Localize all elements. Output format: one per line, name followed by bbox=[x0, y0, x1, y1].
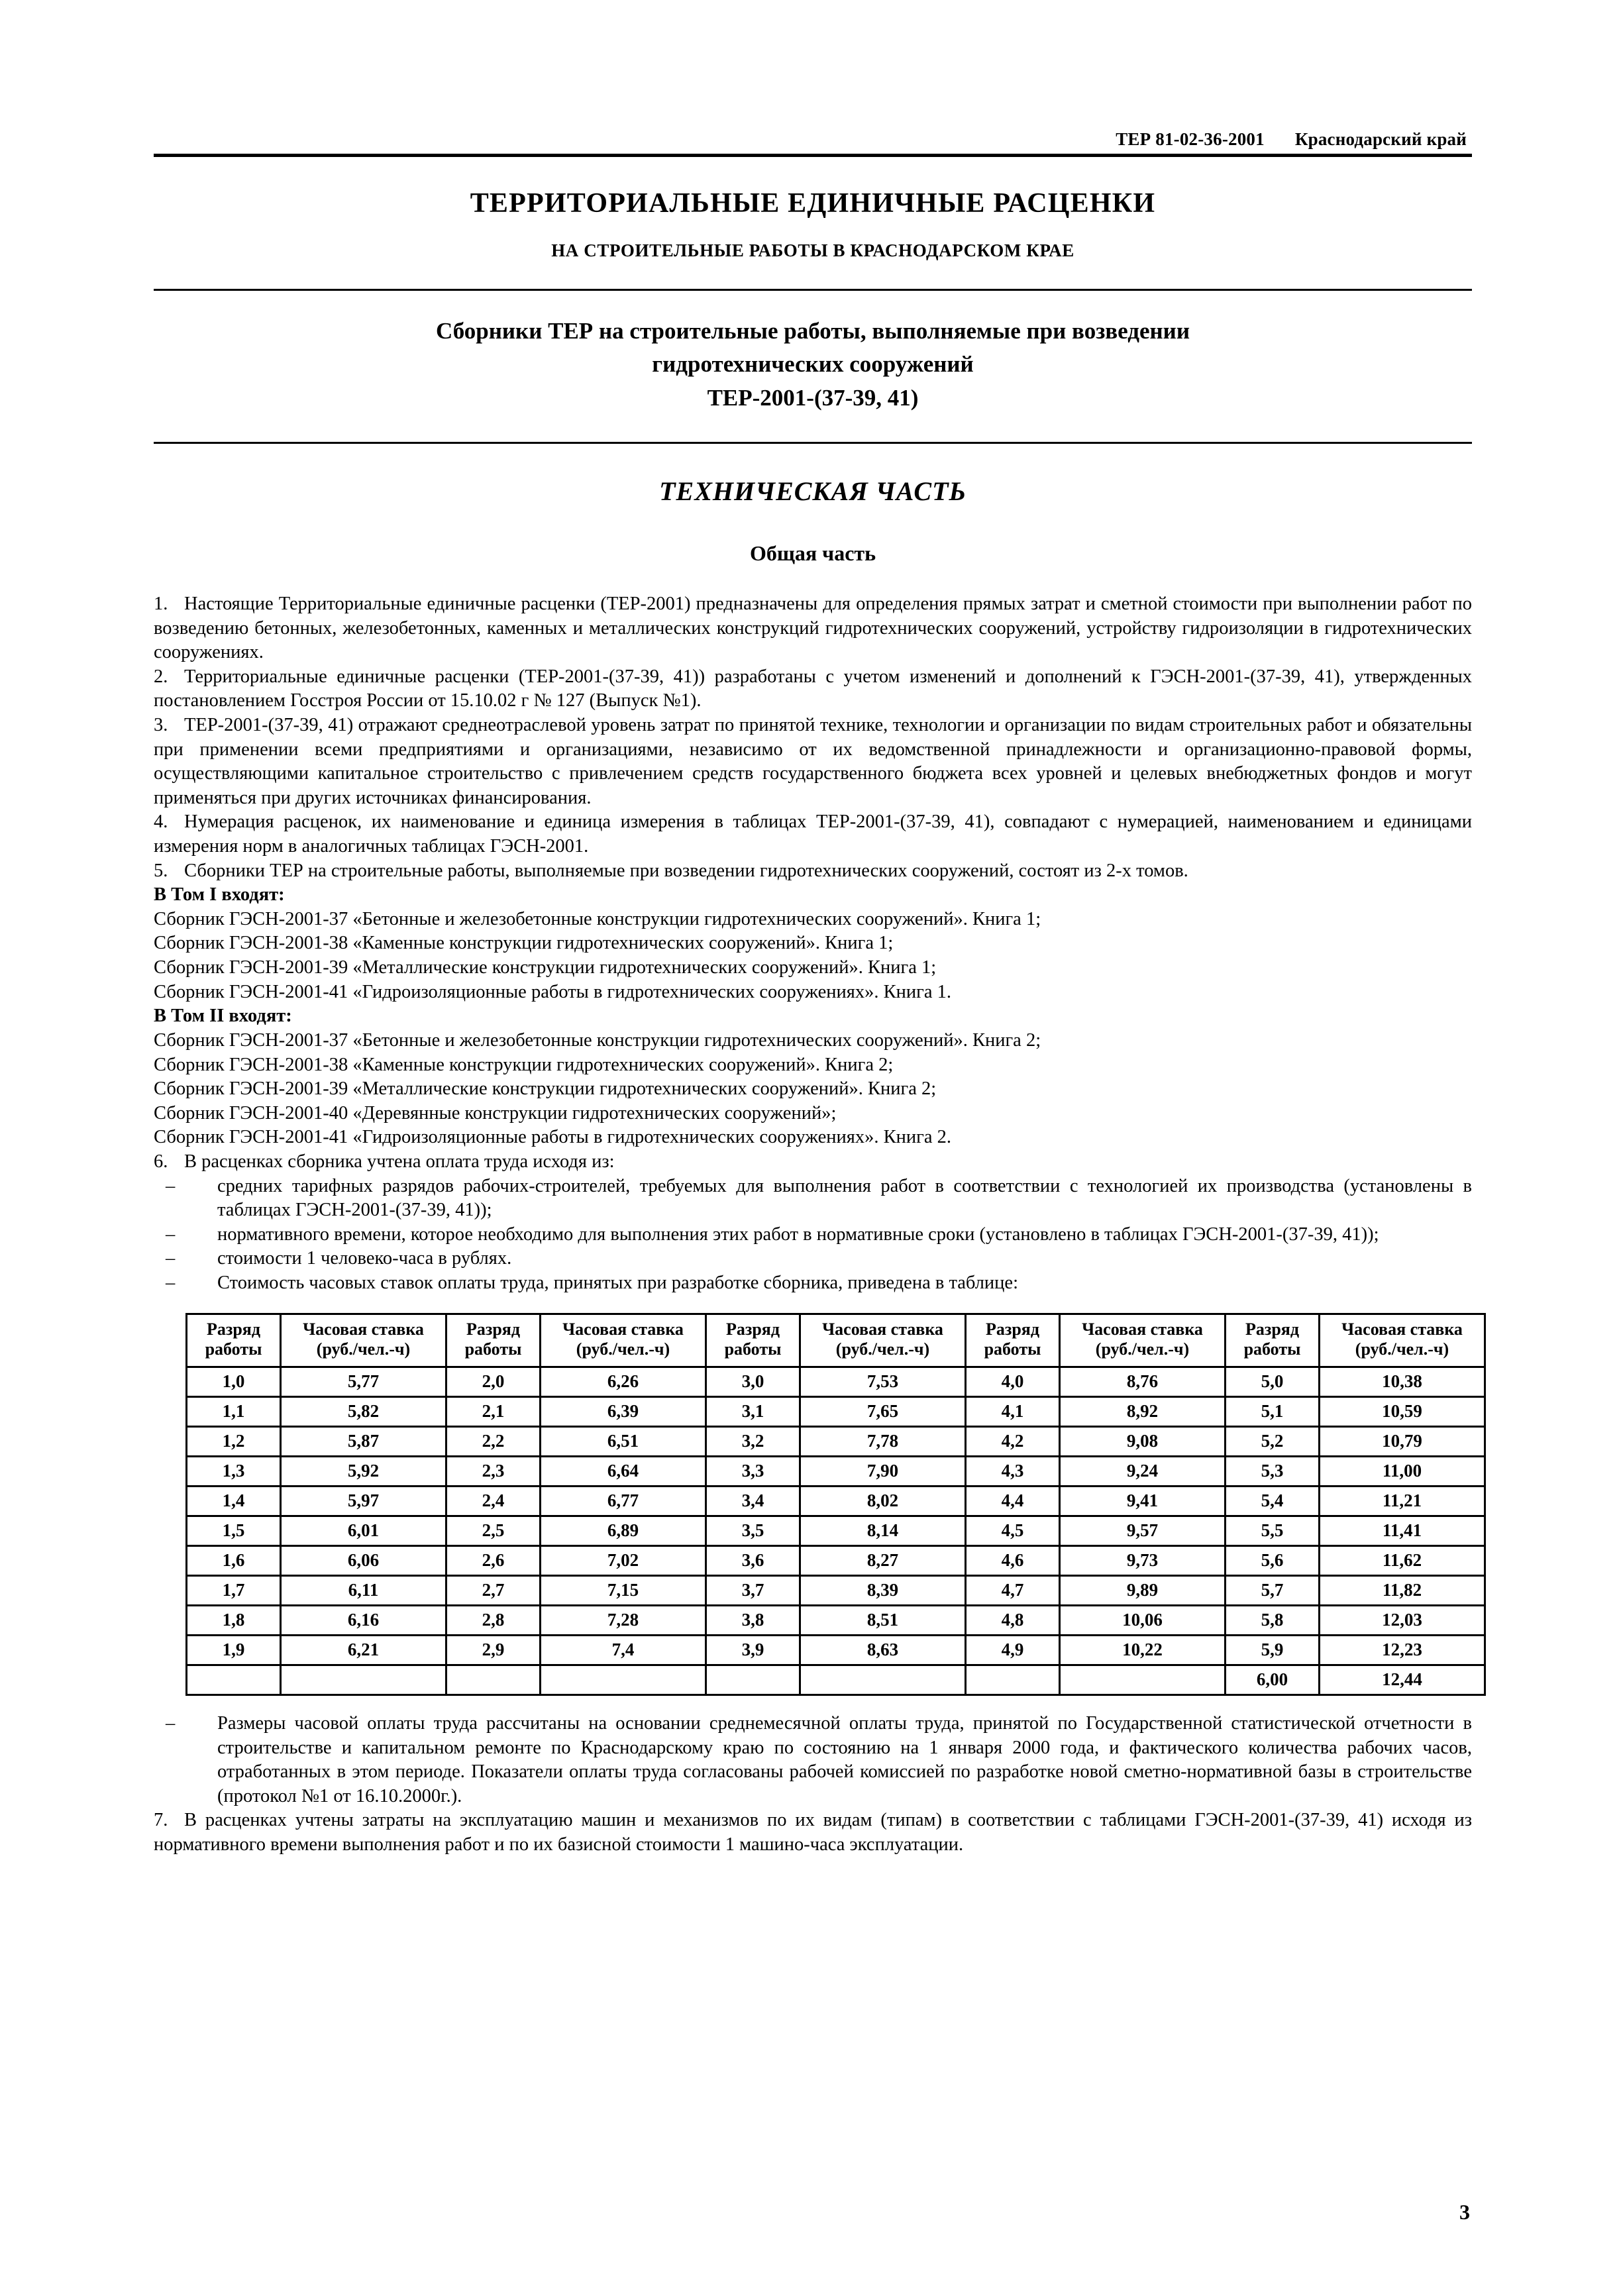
cell-grade: 2,1 bbox=[446, 1396, 541, 1426]
cell-grade bbox=[966, 1665, 1060, 1695]
cell-grade: 2,6 bbox=[446, 1545, 541, 1575]
cell-grade: 5,7 bbox=[1226, 1575, 1320, 1605]
column-header-line1: Разряд bbox=[725, 1319, 780, 1339]
paragraph-3-number: 3. bbox=[154, 714, 168, 735]
volume-2-item-5: Сборник ГЭСН-2001-41 «Гидроизоляционные работы в гидротехнических сооружениях». Книга 2. bbox=[154, 1127, 951, 1148]
column-header-line2: (руб./чел.-ч) bbox=[1095, 1339, 1190, 1359]
cell-rate: 9,57 bbox=[1060, 1516, 1226, 1545]
column-header-line2: работы bbox=[464, 1339, 522, 1359]
cell-grade: 4,5 bbox=[966, 1516, 1060, 1545]
cell-grade: 3,0 bbox=[706, 1367, 800, 1396]
column-header-line1: Часовая ставка bbox=[822, 1319, 943, 1339]
cell-grade: 1,0 bbox=[187, 1367, 281, 1396]
dash-marker: – bbox=[166, 1248, 176, 1269]
cell-rate: 6,51 bbox=[541, 1426, 706, 1456]
title-divider-lower bbox=[154, 442, 1472, 444]
volume-1-item-2: Сборник ГЭСН-2001-38 «Каменные конструкции гидротехнических сооружений». Книга 1; bbox=[154, 933, 894, 954]
paragraph-2-number: 2. bbox=[154, 666, 168, 687]
cell-grade: 1,5 bbox=[187, 1516, 281, 1545]
cell-rate bbox=[281, 1665, 446, 1695]
collection-title bbox=[154, 315, 1472, 415]
cell-rate bbox=[1060, 1665, 1226, 1695]
cell-rate: 8,14 bbox=[800, 1516, 966, 1545]
collection-title-line1: Сборники ТЕР на строительные работы, выполняемые при возведении bbox=[436, 317, 1190, 344]
volume-1-item-4: Сборник ГЭСН-2001-41 «Гидроизоляционные работы в гидротехнических сооружениях». Книга 1. bbox=[154, 981, 951, 1002]
dash-marker: – bbox=[166, 1273, 176, 1293]
paragraph-4-text: Нумерация расценок, их наименование и единица измерения в таблицах ТЕР-2001-(37-39, 41), совпадают с нумерацией, наименованием и единицами измерения норм в аналогичных таблицах ГЭСН-2001. bbox=[154, 811, 1472, 857]
table-row bbox=[187, 1456, 1485, 1486]
cell-grade: 5,4 bbox=[1226, 1486, 1320, 1516]
paragraph-5-text: Сборники ТЕР на строительные работы, выполняемые при возведении гидротехнических сооружений, состоят из 2-х томов. bbox=[184, 860, 1188, 881]
cell-rate: 9,41 bbox=[1060, 1486, 1226, 1516]
cell-grade: 5,1 bbox=[1226, 1396, 1320, 1426]
cell-grade: 5,8 bbox=[1226, 1605, 1320, 1635]
volume-2-item-3: Сборник ГЭСН-2001-39 «Металлические конструкции гидротехнических сооружений». Книга 2; bbox=[154, 1078, 937, 1100]
paragraph-1 bbox=[154, 592, 1472, 665]
column-header-line2: работы bbox=[984, 1339, 1041, 1359]
cell-rate bbox=[541, 1665, 706, 1695]
table-row bbox=[187, 1486, 1485, 1516]
cell-grade bbox=[446, 1665, 541, 1695]
cell-grade: 1,1 bbox=[187, 1396, 281, 1426]
paragraph-6-bullet-d-text: Стоимость часовых ставок оплаты труда, принятых при разработке сборника, приведена в таблице: bbox=[217, 1273, 1018, 1293]
title-divider-upper bbox=[154, 289, 1472, 291]
paragraph-6-number: 6. bbox=[154, 1151, 168, 1172]
cell-grade: 4,9 bbox=[966, 1635, 1060, 1665]
page-content bbox=[154, 0, 1472, 1857]
cell-grade: 3,8 bbox=[706, 1605, 800, 1635]
column-header-rate-4 bbox=[1060, 1314, 1226, 1367]
cell-rate: 11,21 bbox=[1320, 1486, 1485, 1516]
cell-rate: 8,39 bbox=[800, 1575, 966, 1605]
cell-rate: 5,82 bbox=[281, 1396, 446, 1426]
paragraph-6-bullet-b bbox=[154, 1223, 1472, 1247]
cell-grade: 4,1 bbox=[966, 1396, 1060, 1426]
column-header-line1: Разряд bbox=[985, 1319, 1039, 1339]
note-after-table-text: Размеры часовой оплаты труда рассчитаны на основании среднемесячной оплаты труда, принятой по Государственной статистической отчетности в строительстве и капитальном ремонте по Краснодарскому краю по состоянию на 1 января 2000 года, и фактического количества рабочих часов, отработанных в этом периоде. Показатели оплаты труда согласованы рабочей комиссией по разработке новой сметно-нормативной базы в строительстве (протокол №1 от 16.10.2000г.). bbox=[217, 1712, 1472, 1806]
column-header-line1: Часовая ставка bbox=[1341, 1319, 1463, 1339]
cell-rate: 5,97 bbox=[281, 1486, 446, 1516]
cell-rate: 7,15 bbox=[541, 1575, 706, 1605]
table-header-row bbox=[187, 1314, 1485, 1367]
volume-2-heading: В Том II входят: bbox=[154, 1006, 292, 1027]
table-row bbox=[187, 1516, 1485, 1545]
paragraph-3-text: ТЕР-2001-(37-39, 41) отражают среднеотраслевой уровень затрат по принятой технике, технологии и организации по видам строительных работ и обязательны при применении всеми предприятиями и организациями, независимо от их ведомственной принадлежности и организационно-правовой формы, осуществляющими капитальное строительство с привлечением средств государственного бюджета всех уровней и целевых внебюджетных фондов и могут применяться при других источниках финансирования. bbox=[154, 714, 1472, 808]
cell-rate: 8,51 bbox=[800, 1605, 966, 1635]
cell-rate: 10,22 bbox=[1060, 1635, 1226, 1665]
cell-rate: 11,62 bbox=[1320, 1545, 1485, 1575]
paragraph-2 bbox=[154, 665, 1472, 713]
cell-grade: 6,00 bbox=[1226, 1665, 1320, 1695]
cell-rate: 8,02 bbox=[800, 1486, 966, 1516]
cell-grade: 5,0 bbox=[1226, 1367, 1320, 1396]
general-part-heading: Общая часть bbox=[749, 541, 876, 565]
volume-2-item-4: Сборник ГЭСН-2001-40 «Деревянные конструкции гидротехнических сооружений»; bbox=[154, 1102, 837, 1123]
cell-grade: 1,4 bbox=[187, 1486, 281, 1516]
column-header-line1: Разряд bbox=[466, 1319, 520, 1339]
cell-grade: 2,0 bbox=[446, 1367, 541, 1396]
cell-rate: 7,65 bbox=[800, 1396, 966, 1426]
cell-rate: 6,21 bbox=[281, 1635, 446, 1665]
column-header-grade-5 bbox=[1226, 1314, 1320, 1367]
cell-rate: 8,63 bbox=[800, 1635, 966, 1665]
cell-rate: 8,27 bbox=[800, 1545, 966, 1575]
paragraph-6-bullet-a bbox=[154, 1174, 1472, 1223]
volume-1-heading: В Том I входят: bbox=[154, 884, 285, 906]
cell-rate bbox=[800, 1665, 966, 1695]
column-header-line1: Разряд bbox=[1245, 1319, 1299, 1339]
cell-grade: 5,2 bbox=[1226, 1426, 1320, 1456]
paragraph-1-text: Настоящие Территориальные единичные расценки (ТЕР-2001) предназначены для определения прямых затрат и сметной стоимости при выполнении работ по возведению бетонных, железобетонных, каменных и металлических конструкций гидротехнических сооружений, устройству гидроизоляции в гидротехнических сооружениях. bbox=[154, 593, 1472, 663]
cell-rate: 9,24 bbox=[1060, 1456, 1226, 1486]
cell-rate: 10,38 bbox=[1320, 1367, 1485, 1396]
paragraph-4 bbox=[154, 810, 1472, 859]
cell-rate: 7,02 bbox=[541, 1545, 706, 1575]
cell-grade: 1,7 bbox=[187, 1575, 281, 1605]
cell-rate: 10,79 bbox=[1320, 1426, 1485, 1456]
cell-rate: 11,41 bbox=[1320, 1516, 1485, 1545]
cell-grade: 4,2 bbox=[966, 1426, 1060, 1456]
collection-code: ТЕР-2001-(37-39, 41) bbox=[707, 385, 919, 411]
cell-grade: 3,2 bbox=[706, 1426, 800, 1456]
cell-rate: 6,89 bbox=[541, 1516, 706, 1545]
volume-2-item-1: Сборник ГЭСН-2001-37 «Бетонные и железобетонные конструкции гидротехнических сооружений». Книга 2; bbox=[154, 1029, 1041, 1051]
table-row bbox=[187, 1545, 1485, 1575]
cell-rate: 11,82 bbox=[1320, 1575, 1485, 1605]
cell-grade: 3,6 bbox=[706, 1545, 800, 1575]
cell-rate: 6,16 bbox=[281, 1605, 446, 1635]
cell-grade: 4,4 bbox=[966, 1486, 1060, 1516]
cell-grade: 5,6 bbox=[1226, 1545, 1320, 1575]
column-header-line2: (руб./чел.-ч) bbox=[576, 1339, 670, 1359]
cell-grade bbox=[706, 1665, 800, 1695]
body-text-after-table bbox=[154, 1712, 1472, 1857]
cell-grade: 3,7 bbox=[706, 1575, 800, 1605]
column-header-line2: (руб./чел.-ч) bbox=[316, 1339, 411, 1359]
cell-rate: 6,11 bbox=[281, 1575, 446, 1605]
document-code: ТЕР 81-02-36-2001 bbox=[1116, 129, 1265, 149]
cell-grade: 3,5 bbox=[706, 1516, 800, 1545]
cell-rate: 8,76 bbox=[1060, 1367, 1226, 1396]
table-header bbox=[187, 1314, 1485, 1367]
cell-grade: 2,2 bbox=[446, 1426, 541, 1456]
table-row bbox=[187, 1635, 1485, 1665]
table-row bbox=[187, 1367, 1485, 1396]
cell-rate: 5,87 bbox=[281, 1426, 446, 1456]
paragraph-6-bullet-c bbox=[154, 1247, 1472, 1271]
cell-rate: 12,23 bbox=[1320, 1635, 1485, 1665]
dash-marker: – bbox=[166, 1224, 176, 1245]
column-header-grade-2 bbox=[446, 1314, 541, 1367]
cell-rate: 7,28 bbox=[541, 1605, 706, 1635]
cell-grade: 3,1 bbox=[706, 1396, 800, 1426]
cell-grade: 3,3 bbox=[706, 1456, 800, 1486]
table-row bbox=[187, 1426, 1485, 1456]
cell-grade: 1,9 bbox=[187, 1635, 281, 1665]
cell-rate: 6,06 bbox=[281, 1545, 446, 1575]
paragraph-6-bullet-d bbox=[154, 1271, 1472, 1296]
cell-rate: 6,77 bbox=[541, 1486, 706, 1516]
cell-rate: 6,01 bbox=[281, 1516, 446, 1545]
paragraph-4-number: 4. bbox=[154, 811, 168, 833]
paragraph-2-text: Территориальные единичные расценки (ТЕР-2001-(37-39, 41)) разработаны с учетом изменений и дополнений к ГЭСН-2001-(37-39, 41), утвержденных постановлением Госстроя России от 15.10.02 г № 127 (Выпуск №1). bbox=[154, 666, 1472, 711]
cell-grade: 2,9 bbox=[446, 1635, 541, 1665]
cell-rate: 9,08 bbox=[1060, 1426, 1226, 1456]
cell-grade: 2,5 bbox=[446, 1516, 541, 1545]
cell-grade: 2,3 bbox=[446, 1456, 541, 1486]
cell-grade: 1,6 bbox=[187, 1545, 281, 1575]
column-header-rate-2 bbox=[541, 1314, 706, 1367]
cell-rate: 7,90 bbox=[800, 1456, 966, 1486]
cell-grade bbox=[187, 1665, 281, 1695]
column-header-line1: Часовая ставка bbox=[1082, 1319, 1203, 1339]
cell-grade: 3,4 bbox=[706, 1486, 800, 1516]
paragraph-6-bullet-c-text: стоимости 1 человеко-часа в рублях. bbox=[217, 1248, 512, 1269]
column-header-line2: (руб./чел.-ч) bbox=[835, 1339, 930, 1359]
cell-rate: 9,73 bbox=[1060, 1545, 1226, 1575]
column-header-line1: Часовая ставка bbox=[562, 1319, 684, 1339]
page-title: ТЕРРИТОРИАЛЬНЫЕ ЕДИНИЧНЫЕ РАСЦЕНКИ bbox=[470, 187, 1156, 219]
table-body bbox=[187, 1367, 1485, 1695]
volume-1-item-3: Сборник ГЭСН-2001-39 «Металлические конструкции гидротехнических сооружений». Книга 1; bbox=[154, 957, 937, 978]
cell-grade: 4,0 bbox=[966, 1367, 1060, 1396]
paragraph-6-text: В расценках сборника учтена оплата труда исходя из: bbox=[184, 1151, 615, 1172]
cell-rate: 12,44 bbox=[1320, 1665, 1485, 1695]
body-text bbox=[154, 592, 1472, 1296]
hourly-rates-table bbox=[185, 1313, 1486, 1696]
cell-rate: 7,53 bbox=[800, 1367, 966, 1396]
cell-grade: 4,7 bbox=[966, 1575, 1060, 1605]
cell-rate: 11,00 bbox=[1320, 1456, 1485, 1486]
cell-rate: 6,64 bbox=[541, 1456, 706, 1486]
header-rule bbox=[154, 154, 1472, 157]
column-header-line2: работы bbox=[205, 1339, 262, 1359]
dash-marker: – bbox=[166, 1712, 176, 1734]
note-after-table bbox=[154, 1712, 1472, 1808]
paragraph-6-bullet-a-text: средних тарифных разрядов рабочих-строителей, требуемых для выполнения работ в соответствии с технологией их производства (установлены в таблицах ГЭСН-2001-(37-39, 41)); bbox=[217, 1175, 1472, 1221]
page-number: 3 bbox=[1459, 2200, 1470, 2224]
technical-part-heading: ТЕХНИЧЕСКАЯ ЧАСТЬ bbox=[659, 476, 967, 506]
cell-grade: 1,3 bbox=[187, 1456, 281, 1486]
cell-rate: 6,39 bbox=[541, 1396, 706, 1426]
cell-rate: 7,78 bbox=[800, 1426, 966, 1456]
column-header-line1: Часовая ставка bbox=[303, 1319, 424, 1339]
column-header-rate-3 bbox=[800, 1314, 966, 1367]
column-header-line1: Разряд bbox=[206, 1319, 260, 1339]
paragraph-3 bbox=[154, 713, 1472, 810]
table-row bbox=[187, 1605, 1485, 1635]
column-header-line2: работы bbox=[1243, 1339, 1301, 1359]
cell-grade: 2,4 bbox=[446, 1486, 541, 1516]
cell-rate: 10,59 bbox=[1320, 1396, 1485, 1426]
column-header-grade-1 bbox=[187, 1314, 281, 1367]
paragraph-5 bbox=[154, 859, 1472, 884]
table-row bbox=[187, 1665, 1485, 1695]
cell-rate: 10,06 bbox=[1060, 1605, 1226, 1635]
cell-grade: 1,8 bbox=[187, 1605, 281, 1635]
paragraph-6 bbox=[154, 1150, 1472, 1174]
cell-rate: 12,03 bbox=[1320, 1605, 1485, 1635]
cell-rate: 5,92 bbox=[281, 1456, 446, 1486]
cell-grade: 1,2 bbox=[187, 1426, 281, 1456]
volume-1-item-1: Сборник ГЭСН-2001-37 «Бетонные и железобетонные конструкции гидротехнических сооружений». Книга 1; bbox=[154, 908, 1041, 929]
cell-rate: 5,77 bbox=[281, 1367, 446, 1396]
cell-grade: 5,5 bbox=[1226, 1516, 1320, 1545]
column-header-rate-1 bbox=[281, 1314, 446, 1367]
column-header-line2: работы bbox=[724, 1339, 782, 1359]
cell-grade: 4,8 bbox=[966, 1605, 1060, 1635]
column-header-line2: (руб./чел.-ч) bbox=[1355, 1339, 1449, 1359]
cell-grade: 2,7 bbox=[446, 1575, 541, 1605]
collection-title-line2: гидротехнических сооружений bbox=[652, 351, 974, 378]
region-name: Краснодарский край bbox=[1294, 129, 1467, 149]
paragraph-7-number: 7. bbox=[154, 1810, 168, 1831]
paragraph-7 bbox=[154, 1808, 1472, 1857]
page-subtitle: НА СТРОИТЕЛЬНЫЕ РАБОТЫ В КРАСНОДАРСКОМ КРАЕ bbox=[551, 240, 1074, 260]
table-row bbox=[187, 1396, 1485, 1426]
dash-marker: – bbox=[166, 1175, 176, 1196]
paragraph-1-number: 1. bbox=[154, 593, 168, 614]
cell-grade: 5,9 bbox=[1226, 1635, 1320, 1665]
cell-grade: 3,9 bbox=[706, 1635, 800, 1665]
paragraph-7-text: В расценках учтены затраты на эксплуатацию машин и механизмов по их видам (типам) в соответствии с таблицами ГЭСН-2001-(37-39, 41) исходя из нормативного времени выполнения работ и по их базисной стоимости 1 машино-часа эксплуатации. bbox=[154, 1810, 1472, 1855]
table-row bbox=[187, 1575, 1485, 1605]
cell-grade: 2,8 bbox=[446, 1605, 541, 1635]
column-header-grade-3 bbox=[706, 1314, 800, 1367]
cell-rate: 9,89 bbox=[1060, 1575, 1226, 1605]
paragraph-5-number: 5. bbox=[154, 860, 168, 881]
cell-grade: 4,3 bbox=[966, 1456, 1060, 1486]
cell-grade: 5,3 bbox=[1226, 1456, 1320, 1486]
column-header-grade-4 bbox=[966, 1314, 1060, 1367]
volume-2-item-2: Сборник ГЭСН-2001-38 «Каменные конструкции гидротехнических сооружений». Книга 2; bbox=[154, 1054, 894, 1075]
running-head bbox=[154, 130, 1472, 150]
cell-rate: 6,26 bbox=[541, 1367, 706, 1396]
paragraph-6-bullet-b-text: нормативного времени, которое необходимо для выполнения этих работ в нормативные сроки (установлено в таблицах ГЭСН-2001-(37-39, 41)); bbox=[217, 1224, 1379, 1245]
cell-rate: 8,92 bbox=[1060, 1396, 1226, 1426]
cell-rate: 7,4 bbox=[541, 1635, 706, 1665]
column-header-rate-5 bbox=[1320, 1314, 1485, 1367]
cell-grade: 4,6 bbox=[966, 1545, 1060, 1575]
